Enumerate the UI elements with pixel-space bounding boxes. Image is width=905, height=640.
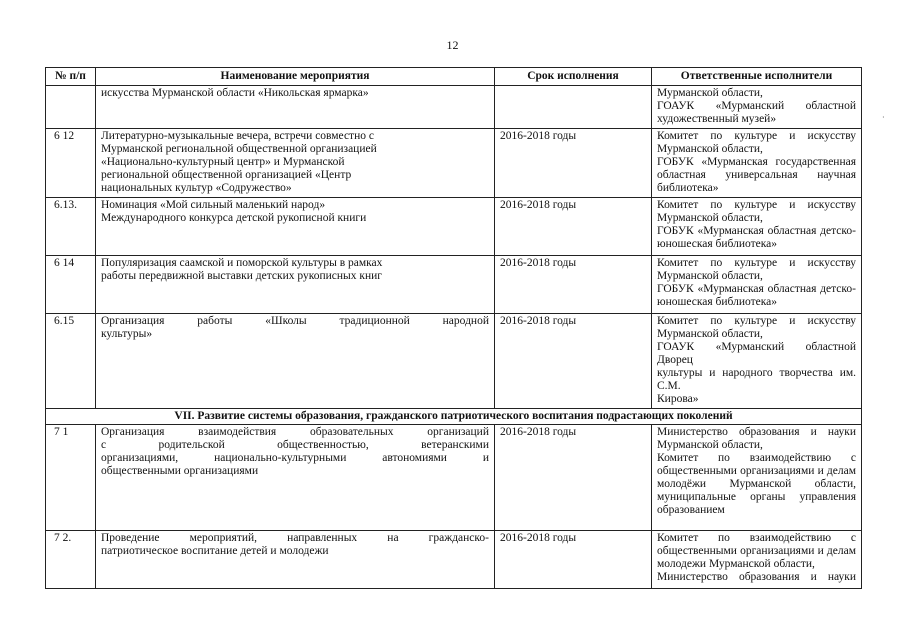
event-name-line: культуры» bbox=[101, 328, 153, 340]
responsible-line: Комитет по культуре и искусству bbox=[657, 199, 856, 211]
event-name-line: «Национально-культурный центр» и Мурманской bbox=[101, 156, 345, 168]
event-name-line: Организация взаимодействия образовательных организаций bbox=[101, 426, 489, 438]
scan-speck: · bbox=[882, 113, 885, 122]
responsible-line: ГОБУК «Мурманская областная детско- bbox=[657, 283, 856, 295]
header-term: Срок исполнения bbox=[495, 68, 652, 86]
section-heading: VII. Развитие системы образования, гражданского патриотического воспитания подрастающих поколений bbox=[46, 409, 862, 425]
event-name-line: искусства Мурманской области «Никольская ярмарка» bbox=[101, 87, 369, 99]
row-number: 7 2. bbox=[46, 531, 96, 589]
table-row bbox=[46, 314, 862, 409]
responsible-line: ГОАУК «Мурманский областной Дворец bbox=[657, 341, 856, 366]
responsible-line: ГОБУК «Мурманская государственная bbox=[657, 156, 856, 168]
responsible-line: Министерство образования и науки bbox=[657, 571, 856, 583]
responsible-line: Мурманской области, bbox=[657, 270, 763, 282]
event-name bbox=[96, 425, 495, 531]
table-header-row bbox=[46, 68, 862, 86]
responsible-line: образованием bbox=[657, 504, 725, 516]
responsible-line: Комитет по культуре и искусству bbox=[657, 130, 856, 142]
event-name-line: работы передвижной выставки детских рукописных книг bbox=[101, 270, 383, 282]
responsible-line: культуры и народного творчества им. С.М. bbox=[657, 367, 856, 392]
row-number: 6.15 bbox=[46, 314, 96, 409]
responsible-executors bbox=[652, 314, 862, 409]
responsible-line: Комитет по культуре и искусству bbox=[657, 257, 856, 269]
responsible-line: общественными организациями и делам bbox=[657, 465, 856, 477]
responsible-line: областная универсальная научная bbox=[657, 169, 856, 181]
page-number: 12 bbox=[446, 38, 459, 52]
event-name bbox=[96, 129, 495, 198]
responsible-executors bbox=[652, 198, 862, 256]
responsible-executors bbox=[652, 86, 862, 129]
events-table bbox=[45, 67, 862, 589]
event-name-line: Проведение мероприятий, направленных на гражданско- bbox=[101, 532, 489, 544]
event-term: 2016-2018 годы bbox=[495, 198, 652, 256]
responsible-line: художественный музей» bbox=[657, 113, 777, 125]
event-name-line: организациями, национально-культурными автономиями и bbox=[101, 452, 489, 464]
event-term: 2016-2018 годы bbox=[495, 256, 652, 314]
table-row bbox=[46, 531, 862, 589]
event-name-line: Номинация «Мой сильный маленький народ» bbox=[101, 199, 326, 211]
event-name bbox=[96, 314, 495, 409]
responsible-line: юношеская библиотека» bbox=[657, 238, 777, 250]
table-row bbox=[46, 425, 862, 531]
event-name-line: патриотическое воспитание детей и молодежи bbox=[101, 545, 329, 557]
responsible-line: общественными организациями и делам bbox=[657, 545, 856, 557]
event-name bbox=[96, 256, 495, 314]
table-body bbox=[46, 86, 862, 589]
event-term: 2016-2018 годы bbox=[495, 531, 652, 589]
event-name-line: Популяризация саамской и поморской культуры в рамках bbox=[101, 257, 383, 269]
row-number: 6 12 bbox=[46, 129, 96, 198]
responsible-line: библиотека» bbox=[657, 182, 719, 194]
event-name-line: национальных культур «Содружество» bbox=[101, 182, 292, 194]
table-row bbox=[46, 256, 862, 314]
event-name-line: Международного конкурса детской рукописной книги bbox=[101, 212, 367, 224]
event-term bbox=[495, 86, 652, 129]
responsible-line: Комитет по взаимодействию с bbox=[657, 532, 856, 544]
responsible-executors bbox=[652, 425, 862, 531]
event-name-line: общественными организациями bbox=[101, 465, 259, 477]
responsible-executors bbox=[652, 129, 862, 198]
responsible-line: Комитет по взаимодействию с bbox=[657, 452, 856, 464]
responsible-line: ГОБУК «Мурманская областная детско- bbox=[657, 225, 856, 237]
responsible-line: Мурманской области, bbox=[657, 87, 763, 99]
table-row bbox=[46, 129, 862, 198]
header-num: № п/п bbox=[46, 68, 96, 86]
table-row bbox=[46, 198, 862, 256]
event-term: 2016-2018 годы bbox=[495, 129, 652, 198]
event-name-line: Литературно-музыкальные вечера, встречи совместно с bbox=[101, 130, 374, 142]
responsible-line: Мурманской области, bbox=[657, 212, 763, 224]
row-number bbox=[46, 86, 96, 129]
responsible-line: Мурманской области, bbox=[657, 143, 763, 155]
event-term: 2016-2018 годы bbox=[495, 314, 652, 409]
table-row bbox=[46, 86, 862, 129]
event-term: 2016-2018 годы bbox=[495, 425, 652, 531]
event-name bbox=[96, 531, 495, 589]
row-number: 7 1 bbox=[46, 425, 96, 531]
responsible-executors bbox=[652, 256, 862, 314]
responsible-line: Мурманской области, bbox=[657, 328, 763, 340]
responsible-line: юношеская библиотека» bbox=[657, 296, 777, 308]
header-resp: Ответственные исполнители bbox=[652, 68, 862, 86]
header-name: Наименование мероприятия bbox=[96, 68, 495, 86]
event-name-line: Организация работы «Школы традиционной народной bbox=[101, 315, 489, 327]
responsible-line: Мурманской области, bbox=[657, 439, 763, 451]
responsible-line: ГОАУК «Мурманский областной bbox=[657, 100, 856, 112]
responsible-executors bbox=[652, 531, 862, 589]
event-name bbox=[96, 198, 495, 256]
event-name-line: Мурманской региональной общественной организацией bbox=[101, 143, 377, 155]
row-number: 6 14 bbox=[46, 256, 96, 314]
responsible-line: муниципальные органы управления bbox=[657, 491, 856, 503]
event-name-line: региональной общественной организацией «Центр bbox=[101, 169, 352, 181]
section-heading-row bbox=[46, 409, 862, 425]
responsible-line: Кирова» bbox=[657, 393, 699, 405]
event-name bbox=[96, 86, 495, 129]
responsible-line: молодёжи Мурманской области, bbox=[657, 478, 856, 490]
responsible-line: Министерство образования и науки bbox=[657, 426, 856, 438]
responsible-line: молодежи Мурманской области, bbox=[657, 558, 815, 570]
responsible-line: Комитет по культуре и искусству bbox=[657, 315, 856, 327]
row-number: 6.13. bbox=[46, 198, 96, 256]
event-name-line: с родительской общественностью, ветеранскими bbox=[101, 439, 489, 451]
